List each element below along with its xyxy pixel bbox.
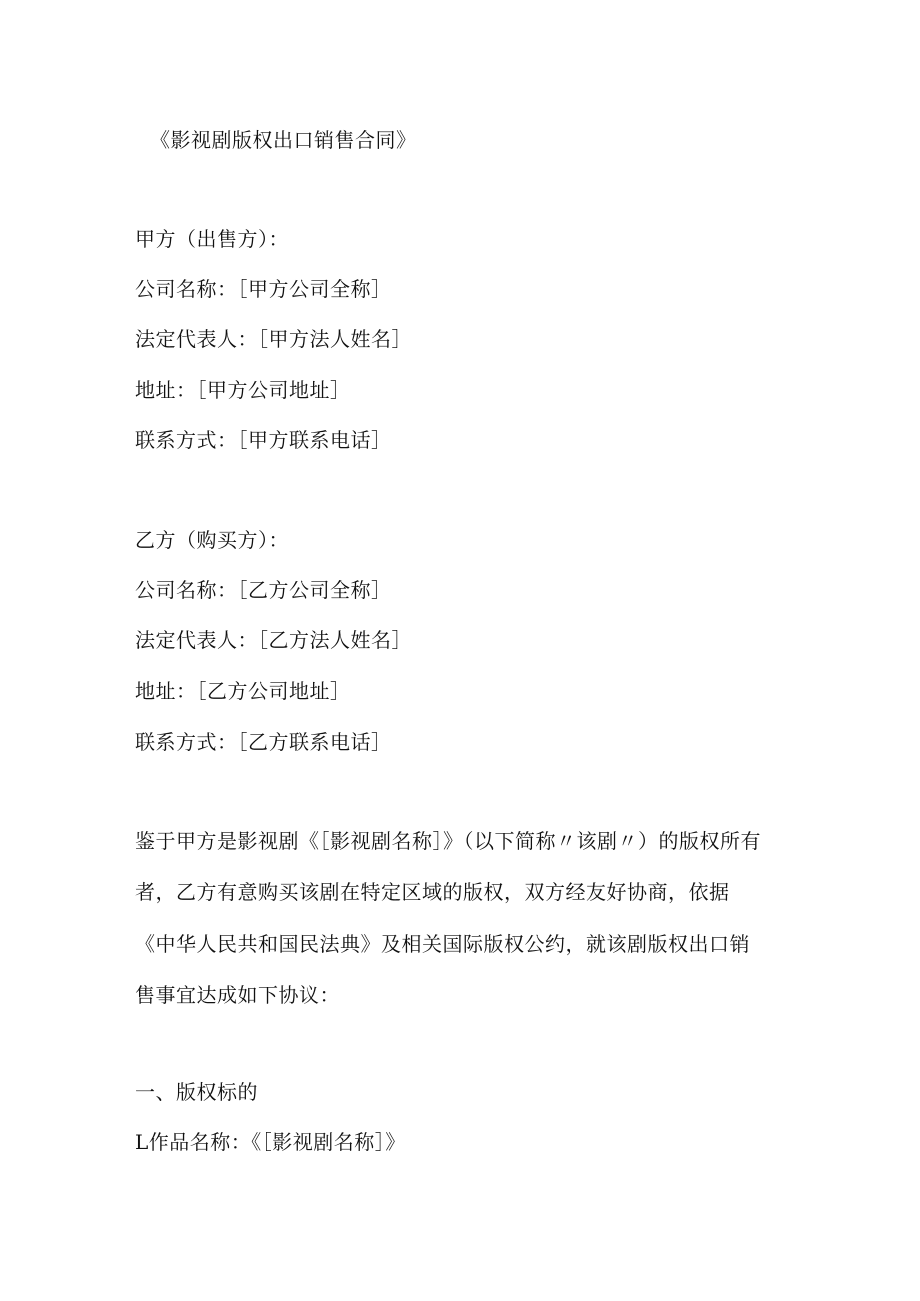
party-a-contact: 联系方式：［甲方联系电话］ [135,428,392,452]
party-a-company: 公司名称：［甲方公司全称］ [135,277,392,301]
preamble-line: 《中华人民共和国民法典》及相关国际版权公约，就该剧版权出口销 [135,932,750,956]
preamble-line: 鉴于甲方是影视剧《［影视剧名称］》（以下简称〃该剧〃）的版权所有 [135,829,761,853]
contract-title: 《影视剧版权出口销售合同》 [150,128,417,152]
preamble-line: 者，乙方有意购买该剧在特定区域的版权，双方经友好协商，依据 [135,880,730,904]
party-b-contact: 联系方式：［乙方联系电话］ [135,730,392,754]
preamble-line: 售事宜达成如下协议： [135,983,340,1007]
party-a-legal-rep: 法定代表人：［甲方法人姓名］ [135,327,412,351]
party-b-address: 地址：［乙方公司地址］ [135,679,351,703]
party-b-legal-rep: 法定代表人：［乙方法人姓名］ [135,628,412,652]
section-1-item-1: L作品名称：《［影视剧名称］》 [135,1130,406,1154]
section-1-heading: 一、版权标的 [135,1080,258,1104]
party-a-address: 地址：［甲方公司地址］ [135,378,351,402]
party-b-heading: 乙方（购买方）： [135,528,289,552]
party-b-company: 公司名称：［乙方公司全称］ [135,578,392,602]
party-a-heading: 甲方（出售方）： [135,227,289,251]
